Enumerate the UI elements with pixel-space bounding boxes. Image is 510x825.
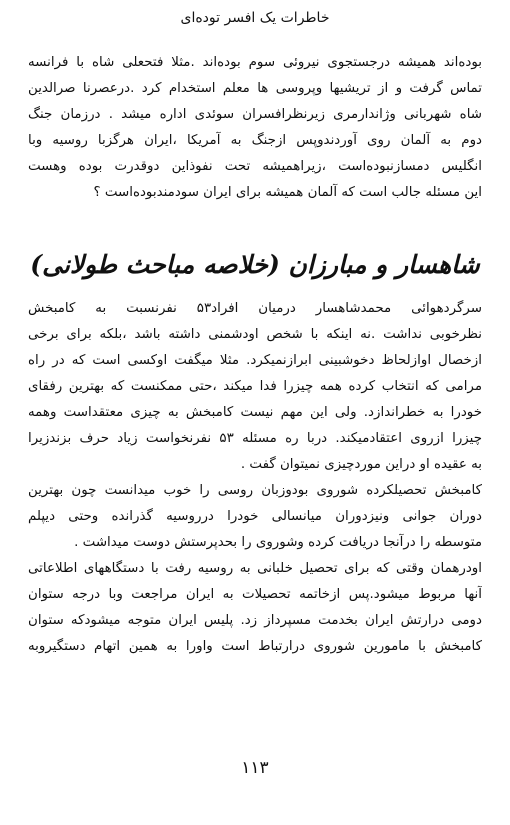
section-heading: شاهسار و مبارزان (خلاصه مباحث طولانی): [30, 250, 480, 279]
text-line: تماس گرفت و از تریشیها وپروسی ها معلم استخدام کرد .درعصرنا صرالدین: [28, 81, 482, 96]
text-line: این مسئله جالب است که آلمان همیشه برای ایران سودمندبوده‌است ؟: [93, 185, 482, 200]
text-line: کامبخش با مامورین شوروی درارتباط است واورا به همین اتهام دستگیروبه: [28, 639, 482, 654]
text-line: انگلیس دمسازنبوده‌است ،زیراهمیشه تحت نفوذاین دوقدرت بوده وهست: [28, 159, 482, 174]
paragraph-block-2: [28, 296, 482, 660]
text-line: آنها مربوط میشود.پس ازخاتمه تحصیلات به ایران مراجعت وبا درجه ستوان: [28, 587, 482, 602]
text-line: بوده‌اند همیشه درجستجوی نیروئی سوم بوده‌اند .مثلا فتحعلی شاه با فرانسه: [28, 55, 482, 70]
text-line: سرگردهوائی محمدشاهسار درمیان افراد۵۳ نفرنسبت به کامبخش: [28, 301, 482, 316]
page-number: ۱۱۳: [241, 758, 269, 778]
text-line: شاه شهربانی وژاندارمری زیرنظرافسران سوئدی اداره میشد . درزمان جنگ: [28, 107, 482, 122]
text-line: کامبخش تحصیلکرده شوروی بودوزبان روسی را خوب میدانست چون بهترین: [28, 483, 482, 498]
text-line: خودرا به خطراندازد. ولی این مهم نیست کامبخش به چیزی معتقداست وهمه: [28, 405, 482, 420]
text-line: چیزرا ازروی اعتقادمیکند. دربا ره مسئله ۵۳ نفرنخواست زیاد حرف بزندزیرا: [28, 431, 482, 446]
text-line: ازخصال اوازلحاظ دخوشبینی ابرازنمیکرد. مثلا میگفت اوکسی است که در راه: [28, 353, 482, 368]
paragraph-block-1: [28, 50, 482, 206]
text-line: دومی درارتش ایران بخدمت مسپرداز زد. پلیس ایران متوجه میشودکه ستوان: [28, 613, 482, 628]
text-line: نظرخوبی نداشت .نه اینکه با شخص اودشمنی داشته باشد ،بلکه برای برخی: [28, 327, 482, 342]
text-line: به عقیده او دراین موردچیزی نمیتوان گفت .: [240, 457, 482, 472]
text-line: دوم به آلمان روی آوردندوپس ازجنگ به آمریکا ،ایران هرگزبا روسیه وبا: [28, 133, 482, 148]
running-header-title: خاطرات یک افسر توده‌ای: [180, 10, 330, 26]
text-line: اودرهمان وقتی که برای تحصیل خلبانی به روسیه رفت با دستگاههای اطلاعاتی: [28, 561, 482, 576]
text-line: مرامی که انتخاب کرده همه چیزرا فدا میکند ،حتی ممکنست که بهترین رفقای: [28, 379, 482, 394]
text-line: متوسطه را درآنجا دریافت کرده وشوروی را بحدپرستش دوست میداشت .: [74, 535, 482, 550]
text-line: دوران جوانی ونیزدوران میانسالی خودرا درروسیه گذرانده وحتی دیپلم: [28, 509, 482, 524]
